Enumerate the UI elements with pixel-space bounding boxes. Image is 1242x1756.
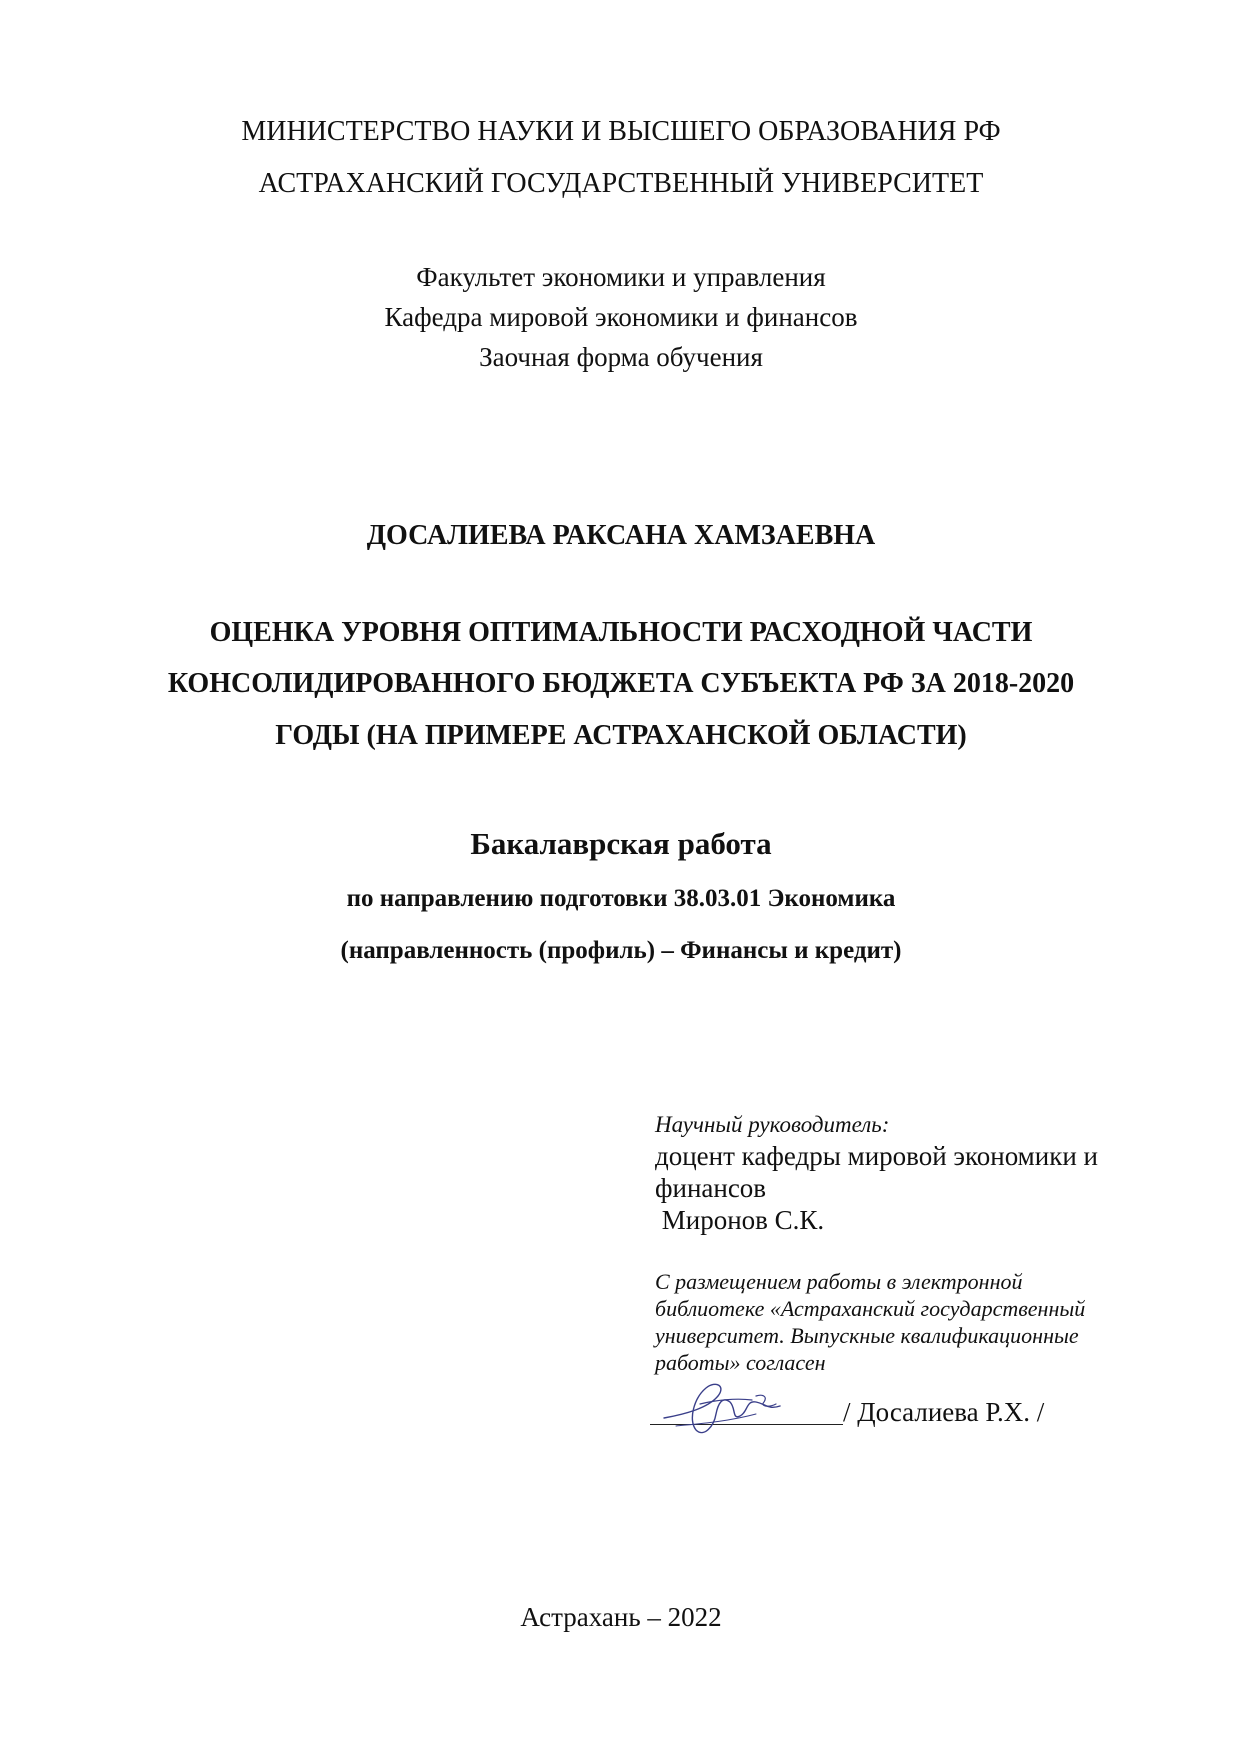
study-direction: по направлению подготовки 38.03.01 Экономика xyxy=(346,885,896,912)
signatory-name: / Досалиева Р.Х. / xyxy=(843,1397,1045,1427)
consent-line: библиотеке «Астраханский государственный xyxy=(655,1296,1086,1321)
study-form: Заочная форма обучения xyxy=(479,342,763,372)
university-name: АСТРАХАНСКИЙ ГОСУДАРСТВЕННЫЙ УНИВЕРСИТЕТ xyxy=(258,168,984,199)
consent-line: университет. Выпускные квалификационные xyxy=(655,1323,1079,1348)
faculty-name: Факультет экономики и управления xyxy=(416,262,826,292)
signature-row xyxy=(650,1392,1170,1432)
thesis-title-line: КОНСОЛИДИРОВАННОГО БЮДЖЕТА СУБЪЕКТА РФ ЗА 2018-2020 xyxy=(167,668,1075,699)
author-name: ДОСАЛИЕВА РАКСАНА ХАМЗАЕВНА xyxy=(366,520,876,551)
handwritten-signature-icon xyxy=(656,1374,806,1440)
study-profile: (направленность (профиль) – Финансы и кредит) xyxy=(340,937,902,964)
supervisor-name: Миронов С.К. xyxy=(655,1205,825,1235)
consent-block xyxy=(655,1268,1175,1376)
thesis-title-line: ГОДЫ (НА ПРИМЕРЕ АСТРАХАНСКОЙ ОБЛАСТИ) xyxy=(275,720,967,751)
supervisor-block xyxy=(655,1110,1175,1236)
ministry-name: МИНИСТЕРСТВО НАУКИ И ВЫСШЕГО ОБРАЗОВАНИЯ РФ xyxy=(241,116,1001,147)
supervisor-position: доцент кафедры мировой экономики и xyxy=(655,1141,1098,1171)
thesis-title-line: ОЦЕНКА УРОВНЯ ОПТИМАЛЬНОСТИ РАСХОДНОЙ ЧАСТИ xyxy=(209,617,1033,648)
consent-line: С размещением работы в электронной xyxy=(655,1269,1023,1294)
consent-line: работы» согласен xyxy=(655,1350,826,1375)
chair-name: Кафедра мировой экономики и финансов xyxy=(384,302,858,332)
supervisor-label: Научный руководитель: xyxy=(655,1112,890,1137)
city-year: Астрахань – 2022 xyxy=(520,1602,722,1632)
work-type: Бакалаврская работа xyxy=(470,826,772,861)
supervisor-position: финансов xyxy=(655,1173,767,1203)
